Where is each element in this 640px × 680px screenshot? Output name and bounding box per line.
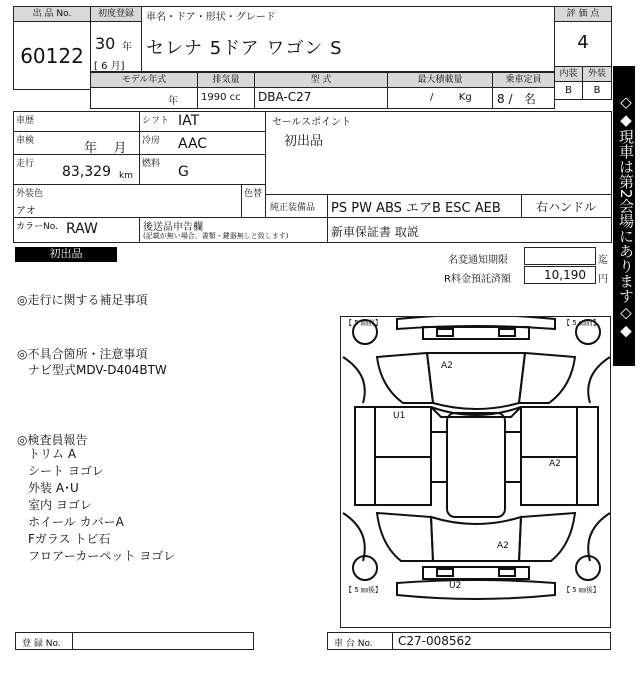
interior-label: 内装	[554, 66, 583, 82]
first-registration-year: 30	[95, 34, 116, 53]
front-fender-left	[377, 353, 433, 403]
interior-score: B	[565, 85, 572, 96]
shaken-label: 車検	[16, 136, 35, 146]
tire-depth-rear-right: 【 5 ㎜後】	[563, 586, 600, 594]
venue-banner: ◇◆現車は第2会場にあります◇◆	[613, 66, 635, 366]
max-load-label: 最大積載量	[387, 72, 493, 88]
shift-label: シフト	[142, 116, 170, 126]
rear-fender-left	[377, 513, 433, 561]
damage-mark-rear: A2	[497, 541, 509, 551]
tire-depth-front-right: 【 5 ㎜前】	[563, 319, 600, 327]
inspector-item: フロアーカーペット ヨゴレ	[28, 549, 176, 563]
inspector-item: 室内 ヨゴレ	[28, 498, 92, 512]
inspector-item: トリム A	[28, 447, 77, 461]
first-registration-label: 初度登録	[90, 6, 142, 22]
damage-mark-rear-bumper: U2	[449, 581, 462, 591]
defects-text: ナビ型式MDV-D404BTW	[28, 363, 167, 377]
color-no-label: カラーNo.	[16, 222, 58, 232]
chassis-no-value: C27-008562	[398, 634, 472, 648]
driving-notes-title: ◎走行に関する補足事項	[17, 293, 148, 307]
shift-value: IAT	[178, 113, 200, 129]
model-label: 型 式	[254, 72, 388, 88]
equipment-value: PS PW ABS エアB ESC AEB	[331, 201, 501, 216]
exterior-color-label: 外装色	[16, 189, 44, 199]
color-change-label: 色替	[244, 189, 263, 199]
tire-depth-front-left: 【 5 ㎜前】	[345, 319, 382, 327]
displacement-label: 排気量	[197, 72, 255, 88]
model-year-cell	[90, 87, 198, 109]
max-load-value: / Kg	[430, 92, 472, 103]
model-year-unit: 年	[168, 96, 178, 107]
fuel-label: 燃料	[142, 159, 161, 169]
sales-point-label: セールスポイント	[272, 117, 352, 128]
recycle-label: R料金預託済額	[444, 274, 511, 285]
first-registration-month: [ 6 月]	[94, 61, 125, 72]
ac-label: 冷房	[142, 136, 161, 146]
model-year-label: モデル年式	[90, 72, 198, 88]
equipment-label: 純正装備品	[270, 203, 316, 213]
lot-number-label: 出 品 No.	[13, 6, 91, 22]
recycle-unit: 円	[598, 274, 608, 285]
exterior-score: B	[593, 85, 601, 96]
defects-title: ◎不具合箇所・注意事項	[17, 347, 148, 361]
exterior-color-cell	[13, 184, 266, 218]
ac-value: AAC	[178, 136, 208, 152]
car-diagram	[341, 317, 612, 629]
displacement-value: 1990 cc	[201, 92, 241, 103]
lot-number: 60122	[20, 44, 84, 68]
registration-no-label: 登 録 No.	[22, 639, 61, 649]
rear-hatch	[431, 517, 521, 561]
car-name-label: 車名・ドア・形状・グレード	[146, 12, 276, 23]
color-no-value: RAW	[66, 221, 98, 237]
docs-value: 新車保証書 取説	[331, 225, 419, 239]
mileage-label: 走行	[16, 159, 35, 169]
docs-label: 後送品申告欄	[143, 222, 203, 233]
first-listing-badge: 初出品	[15, 247, 117, 262]
docs-note: (記載が無い場合、書類・鍵器無しと致します)	[143, 232, 289, 240]
wheel-rear-right	[576, 556, 600, 580]
history-label: 車歴	[16, 116, 35, 126]
damage-mark-right-door: A2	[549, 459, 561, 469]
inspector-title: ◎検査員報告	[17, 433, 88, 447]
capacity-value: 8 / 名	[497, 92, 536, 106]
recycle-value: 10,190	[544, 268, 586, 282]
front-fender-right	[519, 353, 575, 403]
damage-mark-left-door: U1	[393, 411, 406, 421]
rear-fender-right	[519, 513, 575, 561]
score-label: 評 価 点	[554, 6, 612, 22]
model-value: DBA-C27	[258, 90, 312, 104]
damage-mark-hood: A2	[441, 361, 453, 371]
mileage-value: 83,329	[62, 164, 111, 180]
roof	[447, 413, 505, 517]
mileage-unit: km	[119, 171, 133, 181]
exterior-color-value: アオ	[16, 206, 36, 217]
inspector-item: 外装 A･U	[28, 481, 79, 495]
sales-point-value: 初出品	[284, 134, 324, 149]
inspector-item: ホイール カバーA	[28, 515, 124, 529]
front-door-right	[521, 407, 577, 457]
score-value: 4	[577, 32, 589, 53]
name-change-unit: 迄	[598, 255, 608, 266]
chassis-no-label: 車 台 No.	[334, 639, 373, 649]
inspector-item: シート ヨゴレ	[28, 464, 104, 478]
car-name: セレナ 5ドア ワゴン S	[146, 38, 343, 59]
capacity-label: 乗車定員	[492, 72, 555, 88]
year-unit: 年	[122, 42, 132, 53]
name-change-label: 名変通知期限	[448, 255, 508, 266]
steering-value: 右ハンドル	[536, 200, 597, 214]
rear-bumper-outline	[397, 580, 555, 599]
inspector-item: Fガラス トビ石	[28, 532, 111, 546]
exterior-label: 外装	[582, 66, 612, 82]
tire-depth-rear-left: 【 5 ㎜後】	[345, 586, 382, 594]
car-diagram-frame	[340, 316, 611, 628]
wheel-rear-left	[353, 556, 377, 580]
rear-door-left	[375, 457, 431, 505]
inspector-items	[28, 446, 175, 565]
name-change-cell	[524, 247, 596, 265]
fuel-value: G	[178, 164, 189, 180]
shaken-value: 年 月	[84, 141, 127, 156]
